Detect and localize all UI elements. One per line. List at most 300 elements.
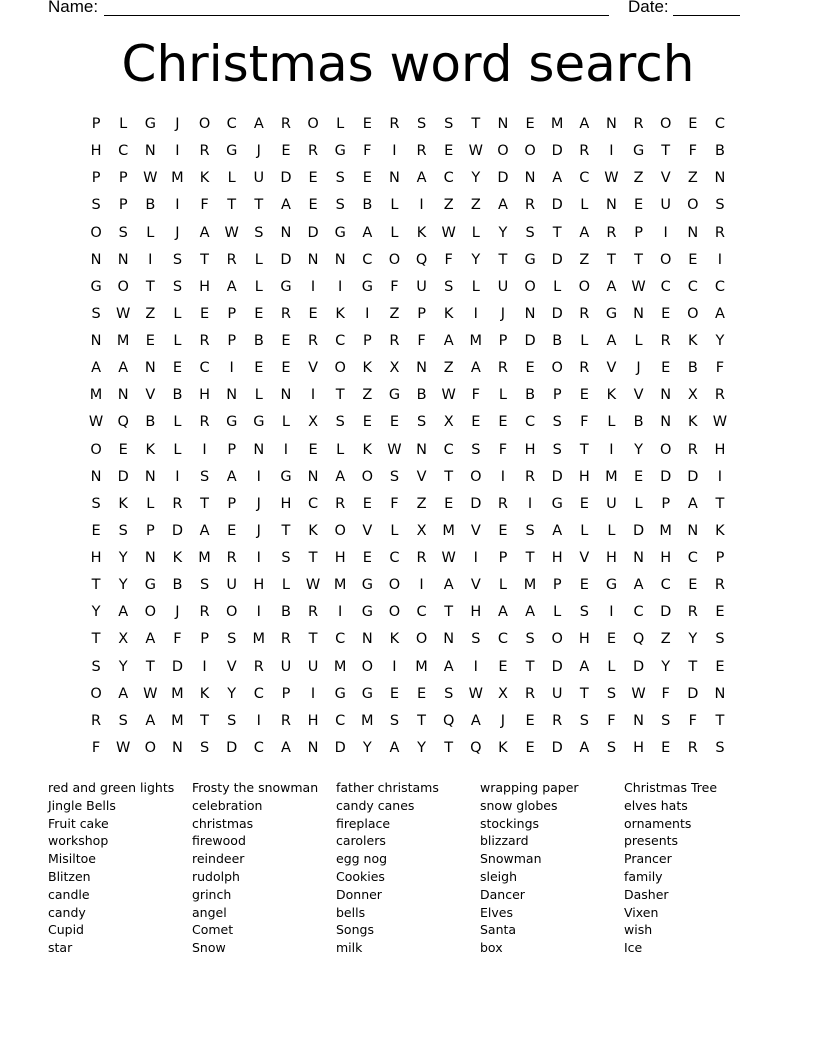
word-list-item: reindeer	[192, 851, 245, 867]
grid-cell: R	[389, 116, 400, 133]
grid-cell: N	[144, 143, 156, 160]
grid-cell: E	[227, 522, 237, 539]
grid-cell: O	[307, 116, 319, 133]
grid-cell: A	[525, 604, 536, 621]
word-list-item: blizzard	[480, 833, 529, 849]
grid-cell: E	[579, 577, 589, 594]
grid-cell: E	[118, 441, 128, 458]
grid-cell: A	[633, 577, 644, 594]
grid-cell: W	[441, 224, 456, 241]
grid-cell: L	[471, 224, 480, 241]
grid-cell: C	[335, 333, 346, 350]
grid-cell: J	[175, 604, 180, 621]
grid-cell: Q	[632, 631, 645, 648]
word-list-item: Dancer	[480, 886, 525, 902]
grid-cell: O	[578, 278, 591, 295]
grid-cell: T	[444, 739, 454, 756]
grid-cell: R	[199, 414, 210, 431]
word-list-item: sleigh	[480, 868, 518, 884]
grid-cell: I	[338, 604, 343, 621]
grid-cell: A	[362, 224, 373, 241]
grid-cell: Y	[471, 251, 481, 268]
grid-cell: N	[606, 197, 617, 214]
grid-cell: A	[470, 360, 481, 377]
grid-cell: A	[443, 577, 454, 594]
grid-cell: F	[390, 495, 399, 512]
grid-cell: C	[199, 360, 210, 377]
grid-cell: Q	[442, 712, 455, 729]
grid-cell: O	[117, 278, 129, 295]
grid-cell: O	[497, 143, 509, 160]
grid-cell: E	[715, 658, 725, 675]
grid-cell: X	[416, 522, 427, 539]
grid-cell: A	[687, 495, 698, 512]
grid-cell: F	[363, 143, 372, 160]
grid-cell: D	[551, 143, 563, 160]
grid-cell: E	[525, 116, 535, 133]
grid-cell: I	[148, 251, 153, 268]
grid-cell: A	[579, 658, 590, 675]
grid-cell: N	[172, 739, 183, 756]
grid-cell: N	[687, 522, 699, 539]
grid-cell: E	[91, 522, 101, 539]
grid-cell: C	[389, 550, 400, 567]
grid-cell: T	[471, 116, 481, 133]
grid-cell: G	[226, 414, 238, 431]
grid-cell: R	[280, 116, 291, 133]
header-line	[48, 0, 748, 19]
grid-cell: M	[659, 522, 672, 539]
grid-cell: I	[392, 143, 397, 160]
grid-cell: L	[634, 333, 643, 350]
grid-cell: O	[198, 116, 211, 133]
grid-cell: E	[254, 360, 264, 377]
grid-cell: T	[145, 278, 155, 295]
grid-cell: E	[362, 495, 372, 512]
word-list-item: candy canes	[336, 797, 415, 813]
grid-cell: C	[525, 414, 536, 431]
word-list-item: wrapping paper	[480, 780, 579, 795]
grid-cell: I	[392, 658, 397, 675]
word-list-item: elves hats	[624, 797, 688, 813]
grid-cell: R	[525, 685, 536, 702]
grid-cell: A	[497, 197, 508, 214]
grid-cell: L	[281, 414, 290, 431]
grid-cell: S	[118, 224, 128, 241]
grid-cell: T	[498, 251, 508, 268]
word-list-item: wish	[624, 922, 653, 938]
grid-cell: W	[631, 685, 646, 702]
grid-cell: Y	[661, 658, 671, 675]
grid-cell: M	[361, 712, 374, 729]
grid-cell: T	[281, 522, 291, 539]
grid-cell: T	[579, 441, 589, 458]
grid-cell: R	[226, 251, 237, 268]
grid-cell: U	[307, 658, 319, 675]
grid-cell: Y	[118, 550, 128, 567]
grid-cell: U	[280, 658, 292, 675]
grid-cell: K	[498, 739, 508, 756]
grid-cell: T	[200, 712, 209, 729]
grid-cell: W	[116, 739, 131, 756]
word-list-item: fireplace	[336, 815, 391, 831]
grid-cell: S	[661, 712, 671, 729]
grid-cell: E	[308, 305, 318, 322]
grid-cell: C	[416, 604, 427, 621]
grid-cell: H	[578, 631, 590, 648]
grid-cell: E	[498, 522, 508, 539]
grid-cell: F	[580, 414, 589, 431]
grid-cell: L	[254, 387, 263, 404]
word-list-item: carolers	[336, 833, 386, 849]
grid-cell: E	[661, 360, 671, 377]
grid-cell: D	[660, 604, 672, 621]
word-column	[192, 779, 336, 957]
grid-cell: S	[416, 414, 427, 431]
grid-cell: B	[552, 333, 563, 350]
grid-cell: E	[661, 739, 671, 756]
word-list-item: milk	[336, 940, 363, 956]
grid-cell: I	[338, 278, 343, 295]
grid-cell: W	[143, 170, 158, 187]
grid-cell: A	[389, 739, 400, 756]
grid-cell: P	[715, 550, 725, 567]
grid-cell: T	[688, 658, 698, 675]
grid-cell: N	[117, 387, 129, 404]
grid-cell: X	[687, 387, 698, 404]
grid-cell: I	[473, 550, 478, 567]
grid-cell: P	[634, 224, 643, 241]
grid-cell: L	[173, 305, 182, 322]
grid-cell: N	[443, 631, 455, 648]
grid-cell: E	[633, 197, 644, 214]
grid-cell: V	[606, 360, 617, 377]
grid-cell: D	[551, 658, 563, 675]
grid-cell: S	[91, 658, 101, 675]
grid-cell: M	[469, 333, 483, 350]
grid-cell: S	[254, 224, 264, 241]
word-list-item: family	[624, 868, 663, 884]
grid-cell: K	[118, 495, 128, 512]
grid-cell: R	[416, 143, 427, 160]
grid-cell: S	[444, 685, 454, 702]
grid-cell: R	[416, 550, 427, 567]
word-list-item: Donner	[336, 886, 382, 902]
grid-cell: I	[310, 387, 316, 404]
grid-cell: Y	[634, 441, 643, 458]
grid-cell: P	[498, 333, 508, 350]
grid-cell: B	[714, 143, 725, 160]
grid-cell: M	[523, 577, 537, 594]
grid-cell: G	[361, 604, 373, 621]
grid-cell: H	[253, 577, 265, 594]
word-list-item: Frosty the snowman	[192, 780, 319, 795]
grid-cell: H	[578, 468, 590, 485]
grid-cell: H	[551, 550, 563, 567]
grid-cell: S	[118, 522, 128, 539]
word-list-item: grinch	[192, 886, 232, 902]
word-list-item: celebration	[192, 797, 263, 813]
grid-cell: D	[551, 468, 563, 485]
grid-cell: L	[553, 278, 562, 295]
grid-cell: I	[202, 441, 207, 458]
grid-cell: N	[660, 414, 672, 431]
grid-cell: K	[199, 685, 210, 702]
grid-cell: E	[715, 604, 725, 621]
grid-cell: D	[551, 739, 563, 756]
grid-cell: J	[256, 143, 261, 160]
grid-cell: X	[118, 631, 129, 648]
grid-cell: O	[470, 468, 482, 485]
grid-cell: B	[687, 360, 698, 377]
grid-cell: D	[687, 468, 699, 485]
grid-cell: T	[525, 550, 535, 567]
grid-cell: R	[660, 333, 671, 350]
grid-cell: Z	[660, 631, 671, 648]
grid-cell: M	[605, 468, 618, 485]
grid-cell: H	[307, 712, 319, 729]
grid-cell: I	[609, 441, 614, 458]
grid-cell: S	[91, 495, 101, 512]
grid-cell: K	[308, 522, 318, 539]
word-column	[48, 779, 192, 957]
grid-cell: A	[118, 604, 129, 621]
grid-cell: K	[362, 441, 373, 458]
grid-cell: B	[362, 197, 373, 214]
grid-cell: Q	[117, 414, 129, 431]
grid-cell: E	[172, 360, 183, 377]
grid-cell: A	[280, 197, 291, 214]
name-label: Name:	[48, 0, 99, 16]
grid-cell: E	[281, 360, 291, 377]
grid-cell: N	[416, 441, 427, 458]
page-title: Christmas word search	[121, 35, 695, 93]
grid-cell: C	[714, 116, 725, 133]
grid-cell: U	[253, 170, 265, 187]
grid-cell: T	[91, 577, 101, 594]
grid-cell: N	[497, 116, 509, 133]
grid-cell: N	[524, 170, 536, 187]
grid-cell: D	[334, 739, 346, 756]
grid-cell: N	[361, 631, 373, 648]
grid-cell: R	[714, 387, 725, 404]
grid-cell: I	[419, 577, 424, 594]
word-list-item: Santa	[480, 922, 517, 938]
grid-cell: F	[390, 278, 399, 295]
grid-cell: R	[497, 360, 508, 377]
grid-cell: A	[579, 116, 590, 133]
grid-cell: T	[715, 495, 725, 512]
grid-cell: O	[334, 522, 346, 539]
grid-cell: P	[118, 170, 128, 187]
grid-cell: U	[416, 278, 427, 295]
grid-cell: G	[388, 387, 401, 404]
grid-cell: K	[145, 441, 156, 458]
grid-cell: O	[388, 577, 401, 594]
word-list-item: workshop	[48, 833, 109, 849]
grid-cell: S	[525, 631, 535, 648]
grid-cell: T	[715, 712, 725, 729]
grid-cell: S	[199, 577, 210, 594]
word-list-item: snow globes	[480, 797, 558, 813]
grid-cell: A	[91, 360, 102, 377]
grid-cell: I	[229, 360, 234, 377]
grid-cell: G	[253, 414, 265, 431]
grid-cell: Y	[471, 170, 481, 187]
grid-cell: G	[226, 143, 238, 160]
grid-cell: W	[116, 305, 131, 322]
grid-cell: C	[633, 604, 644, 621]
grid-cell: A	[335, 468, 346, 485]
grid-cell: K	[199, 170, 210, 187]
grid-cell: M	[171, 170, 184, 187]
grid-cell: O	[144, 739, 157, 756]
grid-cell: O	[361, 658, 374, 675]
grid-cell: I	[419, 197, 424, 214]
grid-cell: F	[607, 712, 616, 729]
word-list-item: Misiltoe	[48, 851, 96, 867]
grid-cell: I	[256, 550, 261, 567]
grid-cell: P	[227, 333, 237, 350]
grid-cell: A	[443, 658, 454, 675]
grid-cell: J	[256, 495, 261, 512]
grid-cell: O	[90, 224, 102, 241]
grid-cell: S	[606, 739, 617, 756]
grid-cell: I	[256, 604, 261, 621]
grid-cell: T	[308, 631, 318, 648]
grid-cell: M	[333, 658, 347, 675]
grid-cell: S	[715, 631, 725, 648]
grid-cell: S	[715, 739, 725, 756]
grid-cell: I	[717, 251, 723, 268]
grid-cell: S	[606, 685, 617, 702]
word-list-item: Prancer	[624, 851, 672, 867]
grid-cell: D	[551, 305, 563, 322]
grid-cell: G	[361, 577, 373, 594]
grid-cell: I	[717, 468, 723, 485]
grid-cell: T	[200, 495, 209, 512]
grid-cell: E	[606, 631, 617, 648]
grid-cell: A	[145, 712, 156, 729]
grid-cell: E	[254, 305, 264, 322]
grid-cell: L	[498, 577, 507, 594]
grid-cell: Y	[362, 739, 372, 756]
grid-cell: Y	[118, 577, 128, 594]
word-list-item: egg nog	[336, 851, 388, 867]
grid-cell: T	[254, 197, 264, 214]
grid-cell: E	[308, 170, 318, 187]
grid-cell: X	[389, 360, 400, 377]
word-list-item: christmas	[192, 815, 254, 831]
grid-cell: O	[90, 685, 102, 702]
grid-cell: D	[660, 468, 672, 485]
grid-cell: R	[579, 360, 590, 377]
grid-cell: L	[580, 522, 589, 539]
grid-cell: E	[471, 414, 481, 431]
grid-cell: L	[254, 278, 263, 295]
grid-cell: B	[416, 387, 427, 404]
grid-cell: S	[389, 468, 400, 485]
grid-cell: O	[388, 604, 401, 621]
grid-cell: P	[661, 495, 671, 512]
grid-cell: D	[307, 224, 319, 241]
word-list-item: Cookies	[336, 868, 385, 884]
grid-cell: W	[387, 441, 402, 458]
grid-cell: U	[551, 685, 563, 702]
grid-cell: E	[633, 468, 644, 485]
grid-cell: C	[443, 170, 454, 187]
grid-cell: E	[362, 116, 372, 133]
grid-cell: N	[144, 468, 156, 485]
grid-cell: A	[226, 468, 237, 485]
grid-cell: A	[552, 522, 563, 539]
grid-cell: L	[471, 278, 480, 295]
grid-cell: D	[551, 197, 563, 214]
grid-cell: C	[443, 441, 454, 458]
grid-cell: H	[199, 278, 211, 295]
grid-cell: M	[442, 522, 455, 539]
grid-cell: P	[118, 197, 128, 214]
grid-cell: W	[631, 278, 646, 295]
grid-cell: N	[144, 360, 156, 377]
grid-cell: E	[362, 414, 372, 431]
grid-cell: S	[91, 197, 101, 214]
grid-cell: R	[280, 305, 291, 322]
grid-cell: H	[470, 604, 482, 621]
grid-cell: Z	[443, 360, 454, 377]
grid-cell: A	[443, 333, 454, 350]
grid-cell: E	[579, 387, 589, 404]
grid-cell: Y	[118, 658, 128, 675]
grid-cell: D	[280, 251, 292, 268]
grid-cell: W	[143, 685, 158, 702]
grid-cell: G	[334, 224, 346, 241]
grid-cell: G	[90, 278, 102, 295]
grid-cell: D	[280, 170, 292, 187]
grid-cell: S	[416, 116, 427, 133]
grid-cell: C	[335, 712, 346, 729]
grid-cell: G	[334, 685, 346, 702]
grid-cell: E	[281, 333, 291, 350]
grid-cell: F	[173, 631, 182, 648]
grid-cell: E	[444, 495, 454, 512]
grid-cell: L	[390, 224, 399, 241]
grid-cell: B	[172, 577, 183, 594]
grid-cell: L	[607, 522, 616, 539]
grid-cell: K	[688, 414, 698, 431]
grid-cell: G	[334, 143, 346, 160]
grid-cell: Y	[417, 739, 426, 756]
grid-cell: L	[173, 441, 182, 458]
grid-cell: L	[553, 604, 562, 621]
grid-cell: E	[498, 658, 508, 675]
grid-cell: Z	[145, 305, 156, 322]
grid-cell: S	[227, 712, 237, 729]
grid-cell: E	[145, 333, 155, 350]
grid-cell: H	[90, 143, 102, 160]
grid-cell: R	[308, 604, 319, 621]
letter-grid	[83, 111, 734, 762]
grid-cell: N	[280, 387, 292, 404]
grid-cell: W	[712, 414, 728, 431]
grid-cell: O	[551, 360, 563, 377]
grid-cell: T	[525, 658, 535, 675]
grid-cell: I	[609, 604, 614, 621]
grid-cell: D	[687, 685, 699, 702]
grid-cell: N	[660, 387, 672, 404]
grid-cell: N	[280, 224, 292, 241]
grid-cell: N	[117, 251, 129, 268]
